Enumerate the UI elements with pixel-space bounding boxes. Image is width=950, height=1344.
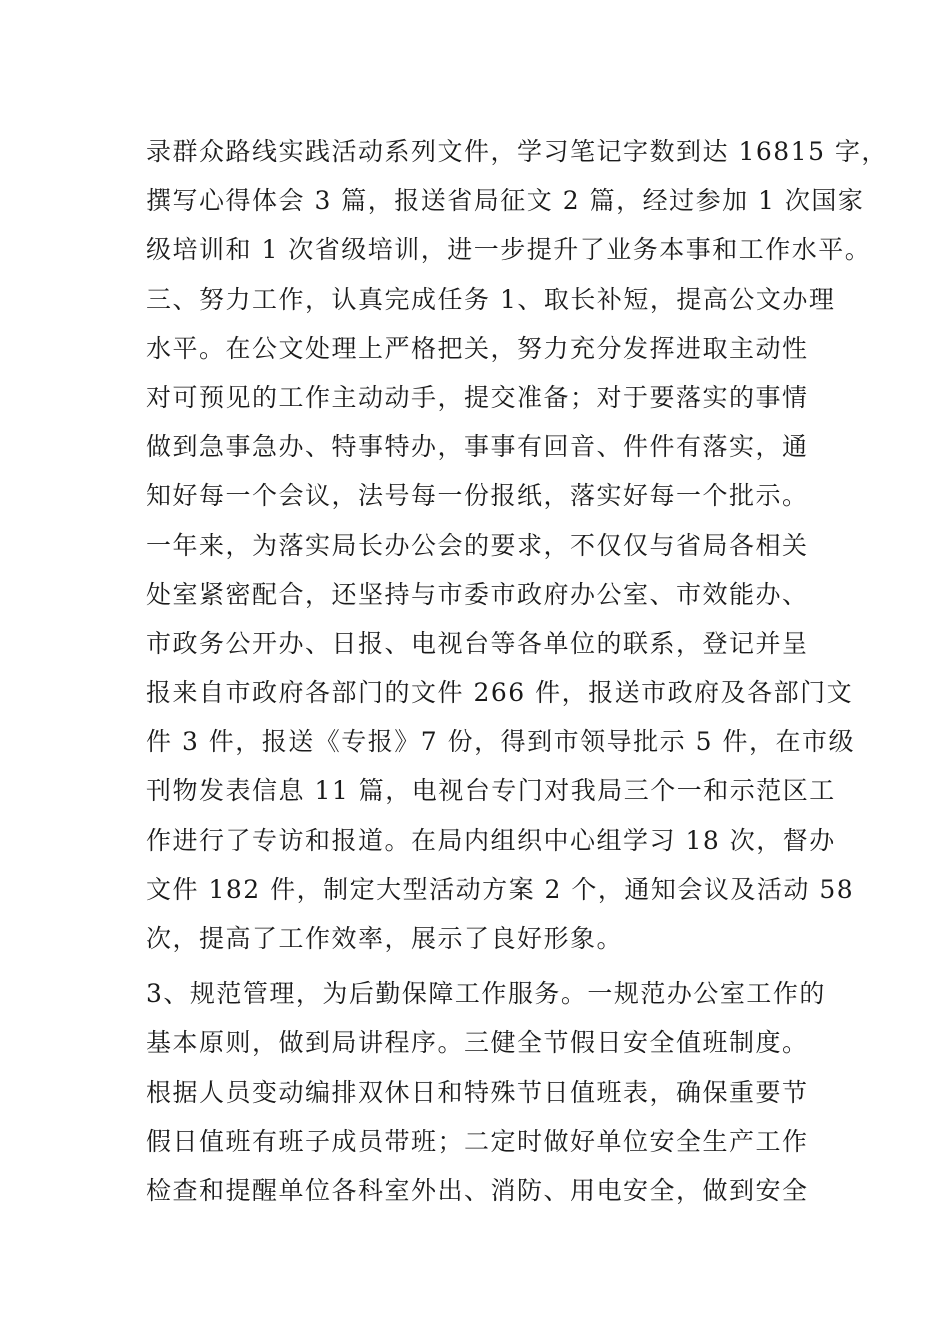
text-line: 一年来，为落实局长办公会的要求，不仅仅与省局各相关 — [146, 530, 809, 560]
text-line: 录群众路线实践活动系列文件，学习笔记字数到达 16815 字， — [146, 137, 888, 166]
text-line: 知好每一个会议，法号每一份报纸，落实好每一个批示。 — [146, 481, 809, 511]
text-line: 件 3 件，报送《专报》7 份，得到市领导批示 5 件，在市级 — [146, 727, 855, 757]
text-line: 报来自市政府各部门的文件 266 件，报送市政府及各部门文 — [146, 678, 854, 708]
text-line: 检查和提醒单位各科室外出、消防、用电安全，做到安全 — [146, 1175, 809, 1205]
text-line: 刊物发表信息 11 篇，电视台专门对我局三个一和示范区工 — [146, 776, 836, 806]
text-line: 次，提高了工作效率，展示了良好形象。 — [146, 924, 624, 953]
text-line: 假日值班有班子成员带班；二定时做好单位安全生产工作 — [146, 1126, 809, 1156]
text-line: 做到急事急办、特事特办，事事有回音、件件有落实，通 — [146, 432, 809, 462]
text-line: 作进行了专访和报道。在局内组织中心组学习 18 次，督办 — [146, 825, 836, 855]
text-line: 撰写心得体会 3 篇，报送省局征文 2 篇，经过参加 1 次国家 — [146, 186, 865, 216]
text-line: 三、努力工作，认真完成任务 1、取长补短，提高公文办理 — [146, 284, 836, 314]
text-line: 水平。在公文处理上严格把关，努力充分发挥进取主动性 — [146, 333, 809, 363]
text-line: 处室紧密配合，还坚持与市委市政府办公室、市效能办、 — [146, 579, 809, 609]
body-text — [146, 127, 888, 1215]
text-line: 基本原则，做到局讲程序。三健全节假日安全值班制度。 — [146, 1028, 809, 1058]
text-line: 市政务公开办、日报、电视台等各单位的联系，登记并呈 — [146, 628, 809, 658]
text-line: 级培训和 1 次省级培训，进一步提升了业务本事和工作水平。 — [146, 235, 872, 265]
text-line: 文件 182 件，制定大型活动方案 2 个，通知会议及活动 58 — [146, 874, 855, 904]
text-line: 3、规范管理，为后勤保障工作服务。一规范办公室工作的 — [146, 979, 826, 1009]
text-line: 对可预见的工作主动动手，提交准备；对于要落实的事情 — [146, 382, 809, 412]
text-line: 根据人员变动编排双休日和特殊节日值班表，确保重要节 — [146, 1077, 809, 1107]
